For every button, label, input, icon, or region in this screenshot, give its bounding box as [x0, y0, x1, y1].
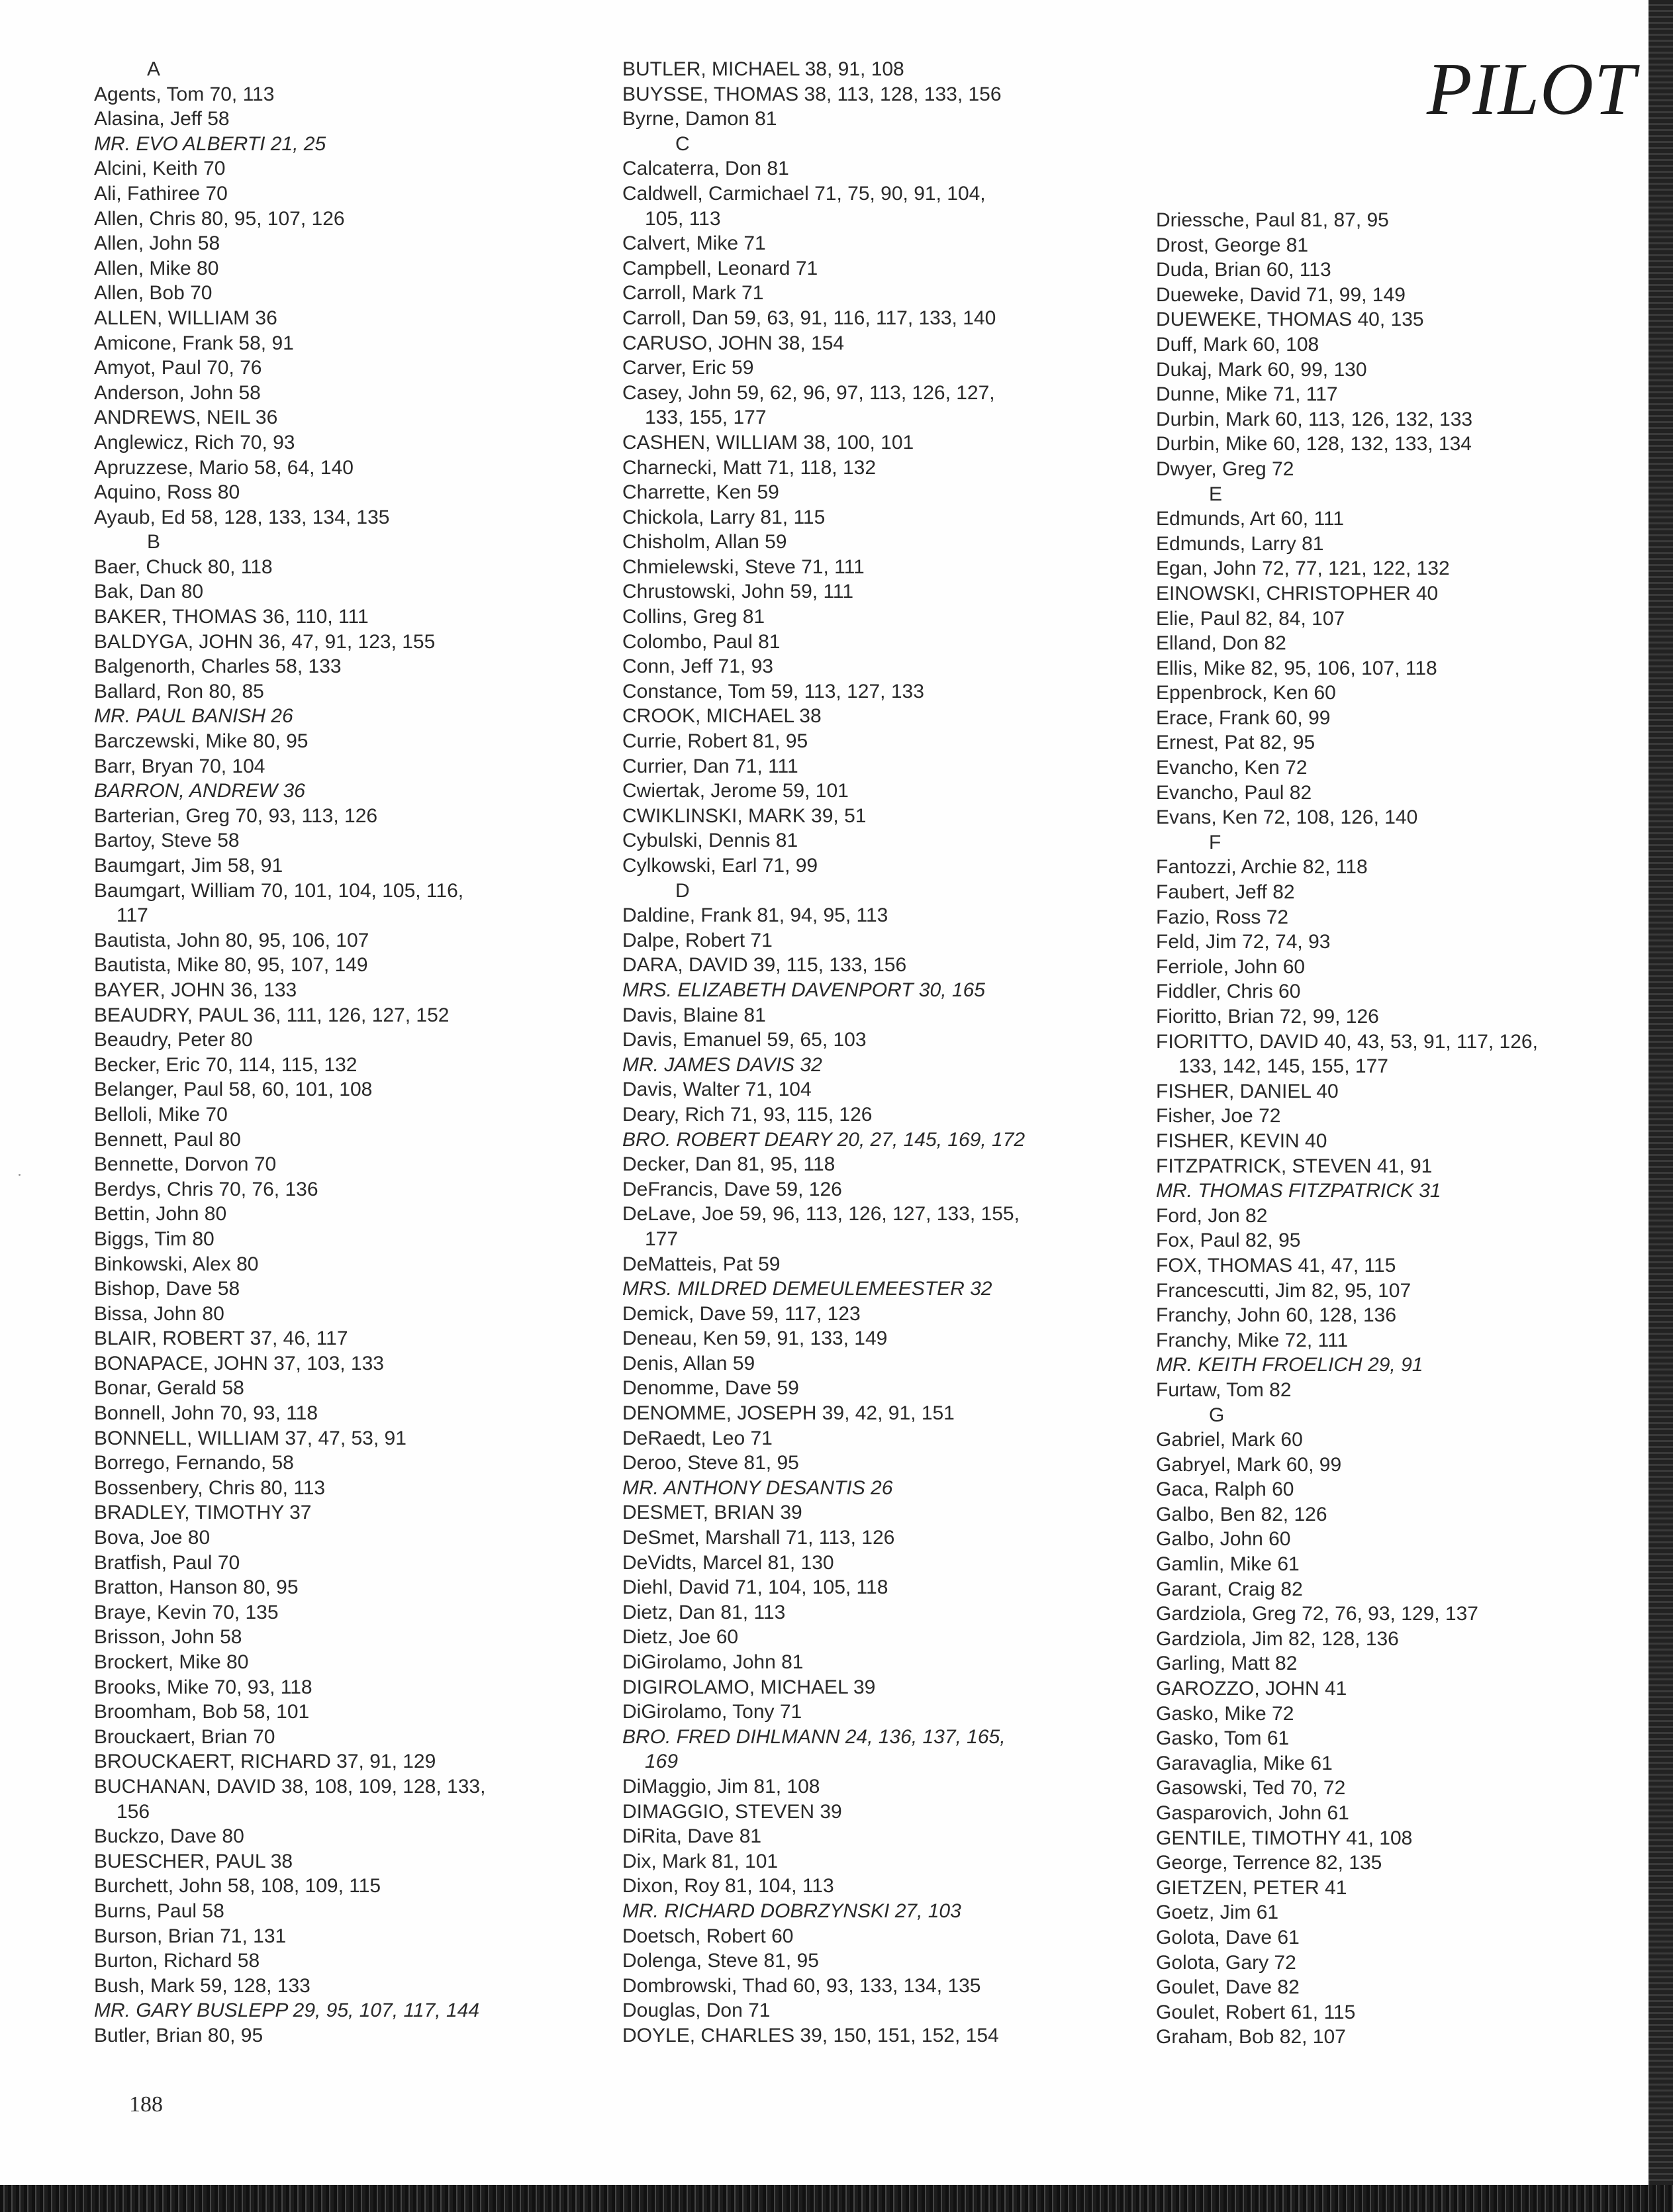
- index-entry: Dwyer, Greg 72: [1156, 457, 1294, 480]
- index-entry: DeFrancis, Dave 59, 126: [622, 1178, 842, 1200]
- index-entry: FISHER, KEVIN 40: [1156, 1130, 1327, 1152]
- index-letter-header: B: [147, 531, 161, 553]
- index-entry: DeSmet, Marshall 71, 113, 126: [622, 1527, 895, 1549]
- index-entry: Bishop, Dave 58: [94, 1278, 240, 1300]
- index-entry: BEAUDRY, PAUL 36, 111, 126, 127, 152: [94, 1004, 450, 1026]
- index-entry: Dukaj, Mark 60, 99, 130: [1156, 358, 1367, 381]
- index-entry: George, Terrence 82, 135: [1156, 1852, 1382, 1874]
- index-entry: Diehl, David 71, 104, 105, 118: [622, 1576, 888, 1599]
- index-entry: GAROZZO, JOHN 41: [1156, 1678, 1347, 1700]
- index-entry: Fox, Paul 82, 95: [1156, 1229, 1301, 1252]
- index-entry: 117: [117, 904, 148, 927]
- index-entry: Dalpe, Robert 71: [622, 929, 773, 951]
- index-entry: BRO. ROBERT DEARY 20, 27, 145, 169, 172: [622, 1128, 1026, 1151]
- index-entry: Garant, Craig 82: [1156, 1578, 1303, 1600]
- index-entry: DiMaggio, Jim 81, 108: [622, 1775, 820, 1798]
- index-entry: Allen, John 58: [94, 232, 220, 255]
- index-letter-header: F: [1209, 831, 1221, 853]
- index-entry: FISHER, DANIEL 40: [1156, 1080, 1339, 1102]
- index-entry: Allen, Chris 80, 95, 107, 126: [94, 207, 345, 230]
- index-entry: 177: [645, 1227, 679, 1250]
- index-entry: Gasko, Tom 61: [1156, 1727, 1290, 1750]
- index-entry: Anderson, John 58: [94, 381, 261, 404]
- index-entry: Chrustowski, John 59, 111: [622, 581, 854, 603]
- index-column-1: [94, 57, 485, 2048]
- index-entry: Ali, Fathiree 70: [94, 182, 228, 205]
- index-entry: Carroll, Mark 71: [622, 282, 764, 305]
- index-entry: Burson, Brian 71, 131: [94, 1925, 287, 1947]
- index-entry: Durbin, Mike 60, 128, 132, 133, 134: [1156, 433, 1472, 456]
- index-entry: Binkowski, Alex 80: [94, 1253, 259, 1275]
- index-column-3: [1156, 208, 1538, 2050]
- index-entry: Garavaglia, Mike 61: [1156, 1752, 1333, 1774]
- index-entry: MR. JAMES DAVIS 32: [622, 1053, 822, 1076]
- index-letter-header: D: [675, 879, 690, 902]
- index-entry: Davis, Emanuel 59, 65, 103: [622, 1029, 867, 1051]
- index-entry: DeLave, Joe 59, 96, 113, 126, 127, 133, 155,: [622, 1203, 1020, 1226]
- index-entry: Bratfish, Paul 70: [94, 1551, 240, 1574]
- index-entry: Baumgart, William 70, 101, 104, 105, 116,: [94, 879, 464, 902]
- index-entry: Conn, Jeff 71, 93: [622, 655, 773, 678]
- index-entry: BAYER, JOHN 36, 133: [94, 979, 297, 1001]
- index-entry: Bautista, Mike 80, 95, 107, 149: [94, 954, 368, 977]
- index-entry: CARUSO, JOHN 38, 154: [622, 332, 845, 354]
- index-entry: Garling, Matt 82: [1156, 1653, 1298, 1675]
- index-entry: Ferriole, John 60: [1156, 955, 1306, 978]
- index-entry: Gaca, Ralph 60: [1156, 1478, 1294, 1501]
- index-entry: DeVidts, Marcel 81, 130: [622, 1551, 834, 1574]
- index-entry: DeMatteis, Pat 59: [622, 1253, 781, 1275]
- index-entry: MR. RICHARD DOBRZYNSKI 27, 103: [622, 1899, 961, 1922]
- index-letter-header: A: [147, 58, 161, 80]
- index-entry: ALLEN, WILLIAM 36: [94, 307, 277, 329]
- index-entry: FIORITTO, DAVID 40, 43, 53, 91, 117, 126,: [1156, 1030, 1538, 1053]
- index-entry: Bonar, Gerald 58: [94, 1377, 244, 1400]
- index-entry: CROOK, MICHAEL 38: [622, 705, 822, 728]
- index-entry: Braye, Kevin 70, 135: [94, 1601, 279, 1623]
- index-entry: BUTLER, MICHAEL 38, 91, 108: [622, 58, 904, 80]
- index-entry: Galbo, Ben 82, 126: [1156, 1503, 1327, 1525]
- index-entry: Duff, Mark 60, 108: [1156, 333, 1319, 356]
- index-entry: Edmunds, Art 60, 111: [1156, 508, 1345, 530]
- index-entry: Apruzzese, Mario 58, 64, 140: [94, 456, 354, 479]
- index-column-2: [622, 57, 1025, 2048]
- index-entry: BALDYGA, JOHN 36, 47, 91, 123, 155: [94, 630, 436, 653]
- index-entry: Charrette, Ken 59: [622, 481, 779, 504]
- index-entry: Denomme, Dave 59: [622, 1377, 799, 1400]
- index-entry: Bush, Mark 59, 128, 133: [94, 1974, 311, 1997]
- index-entry: ANDREWS, NEIL 36: [94, 407, 278, 429]
- index-entry: Evancho, Ken 72: [1156, 757, 1308, 779]
- index-entry: Belloli, Mike 70: [94, 1103, 228, 1126]
- index-entry: GIETZEN, PETER 41: [1156, 1876, 1347, 1899]
- index-entry: Dombrowski, Thad 60, 93, 133, 134, 135: [622, 1974, 981, 1997]
- index-entry: BROUCKAERT, RICHARD 37, 91, 129: [94, 1751, 436, 1773]
- index-entry: Collins, Greg 81: [622, 606, 765, 628]
- index-entry: Brooks, Mike 70, 93, 118: [94, 1676, 312, 1698]
- index-entry: Amicone, Frank 58, 91: [94, 332, 294, 354]
- index-entry: 133, 142, 145, 155, 177: [1178, 1055, 1388, 1078]
- index-entry: DiRita, Dave 81: [622, 1825, 762, 1848]
- index-entry: DiGirolamo, Tony 71: [622, 1701, 802, 1723]
- index-entry: Cwiertak, Jerome 59, 101: [622, 780, 849, 802]
- index-entry: Deary, Rich 71, 93, 115, 126: [622, 1103, 873, 1126]
- index-entry: BUCHANAN, DAVID 38, 108, 109, 128, 133,: [94, 1775, 486, 1798]
- index-entry: Faubert, Jeff 82: [1156, 881, 1295, 904]
- index-entry: Feld, Jim 72, 74, 93: [1156, 931, 1331, 953]
- index-entry: Decker, Dan 81, 95, 118: [622, 1153, 836, 1176]
- index-entry: Gamlin, Mike 61: [1156, 1553, 1300, 1576]
- index-entry: BUESCHER, PAUL 38: [94, 1850, 293, 1872]
- index-entry: Brouckaert, Brian 70: [94, 1725, 275, 1748]
- index-entry: Chmielewski, Steve 71, 111: [622, 555, 865, 578]
- index-entry: Alcini, Keith 70: [94, 158, 226, 180]
- index-entry: DARA, DAVID 39, 115, 133, 156: [622, 954, 907, 977]
- index-entry: 133, 155, 177: [645, 407, 767, 429]
- index-entry: Daldine, Frank 81, 94, 95, 113: [622, 904, 888, 927]
- index-entry: Eppenbrock, Ken 60: [1156, 682, 1336, 704]
- index-entry: MR. KEITH FROELICH 29, 91: [1156, 1354, 1423, 1376]
- index-entry: Dunne, Mike 71, 117: [1156, 383, 1338, 406]
- index-entry: Golota, Gary 72: [1156, 1951, 1296, 1974]
- index-entry: Douglas, Don 71: [622, 1999, 771, 2022]
- index-entry: Currie, Robert 81, 95: [622, 730, 808, 753]
- index-entry: Cylkowski, Earl 71, 99: [622, 855, 818, 877]
- index-entry: Fantozzi, Archie 82, 118: [1156, 856, 1368, 879]
- index-entry: Francescutti, Jim 82, 95, 107: [1156, 1279, 1411, 1302]
- index-entry: FOX, THOMAS 41, 47, 115: [1156, 1254, 1396, 1276]
- index-entry: Agents, Tom 70, 113: [94, 83, 275, 105]
- index-entry: Calcaterra, Don 81: [622, 158, 789, 180]
- index-entry: Galbo, John 60: [1156, 1528, 1291, 1551]
- index-entry: DUEWEKE, THOMAS 40, 135: [1156, 309, 1424, 331]
- index-entry: Buckzo, Dave 80: [94, 1825, 244, 1848]
- index-entry: DIMAGGIO, STEVEN 39: [622, 1800, 842, 1823]
- index-letter-header: E: [1209, 483, 1223, 505]
- index-entry: Durbin, Mark 60, 113, 126, 132, 133: [1156, 408, 1473, 430]
- index-entry: Dietz, Dan 81, 113: [622, 1601, 786, 1623]
- index-entry: Aquino, Ross 80: [94, 481, 240, 504]
- index-entry: Berdys, Chris 70, 76, 136: [94, 1178, 318, 1200]
- index-entry: Baer, Chuck 80, 118: [94, 555, 273, 578]
- index-entry: DESMET, BRIAN 39: [622, 1502, 802, 1524]
- index-entry: Bautista, John 80, 95, 106, 107: [94, 929, 369, 951]
- index-entry: CWIKLINSKI, MARK 39, 51: [622, 804, 867, 827]
- index-entry: Goetz, Jim 61: [1156, 1901, 1279, 1924]
- index-entry: Amyot, Paul 70, 76: [94, 357, 262, 379]
- index-entry: Allen, Mike 80: [94, 257, 219, 279]
- index-entry: Broomham, Bob 58, 101: [94, 1701, 310, 1723]
- index-entry: Elland, Don 82: [1156, 632, 1286, 655]
- index-entry: Balgenorth, Charles 58, 133: [94, 655, 342, 678]
- index-entry: Chisholm, Allan 59: [622, 531, 787, 553]
- index-entry: Franchy, John 60, 128, 136: [1156, 1304, 1397, 1327]
- index-entry: Carver, Eric 59: [622, 357, 754, 379]
- index-entry: Bennett, Paul 80: [94, 1128, 241, 1151]
- index-entry: Doetsch, Robert 60: [622, 1925, 794, 1947]
- index-entry: FITZPATRICK, STEVEN 41, 91: [1156, 1155, 1433, 1177]
- index-entry: CASHEN, WILLIAM 38, 100, 101: [622, 431, 914, 454]
- index-entry: Calvert, Mike 71: [622, 232, 766, 255]
- index-entry: Gasparovich, John 61: [1156, 1802, 1349, 1824]
- running-title: PILOT: [1427, 48, 1637, 130]
- index-entry: Evancho, Paul 82: [1156, 781, 1312, 804]
- index-entry: Gabriel, Mark 60: [1156, 1429, 1303, 1451]
- index-entry: Ellis, Mike 82, 95, 106, 107, 118: [1156, 657, 1437, 679]
- index-entry: Burchett, John 58, 108, 109, 115: [94, 1875, 381, 1898]
- index-entry: MR. THOMAS FITZPATRICK 31: [1156, 1180, 1441, 1202]
- index-entry: Dixon, Roy 81, 104, 113: [622, 1875, 834, 1898]
- index-entry: Drost, George 81: [1156, 234, 1309, 256]
- index-entry: Ford, Jon 82: [1156, 1204, 1268, 1227]
- index-entry: Gasowski, Ted 70, 72: [1156, 1777, 1346, 1800]
- index-entry: Gasko, Mike 72: [1156, 1702, 1294, 1725]
- index-entry: DIGIROLAMO, MICHAEL 39: [622, 1676, 876, 1698]
- index-entry: Goulet, Robert 61, 115: [1156, 2001, 1356, 2023]
- index-entry: BAKER, THOMAS 36, 110, 111: [94, 606, 369, 628]
- index-entry: BONNELL, WILLIAM 37, 47, 53, 91: [94, 1427, 406, 1449]
- index-entry: Golota, Dave 61: [1156, 1926, 1300, 1948]
- index-entry: Bova, Joe 80: [94, 1527, 211, 1549]
- index-entry: Gardziola, Jim 82, 128, 136: [1156, 1627, 1399, 1650]
- index-entry: Bennette, Dorvon 70: [94, 1153, 277, 1176]
- index-entry: Denis, Allan 59: [622, 1352, 755, 1374]
- index-entry: Ballard, Ron 80, 85: [94, 680, 264, 702]
- index-entry: EINOWSKI, CHRISTOPHER 40: [1156, 582, 1439, 604]
- index-entry: Becker, Eric 70, 114, 115, 132: [94, 1053, 358, 1076]
- index-entry: DENOMME, JOSEPH 39, 42, 91, 151: [622, 1402, 955, 1425]
- index-entry: BONAPACE, JOHN 37, 103, 133: [94, 1352, 384, 1374]
- index-entry: Goulet, Dave 82: [1156, 1976, 1300, 1999]
- index-entry: Bonnell, John 70, 93, 118: [94, 1402, 318, 1425]
- index-entry: MR. EVO ALBERTI 21, 25: [94, 132, 326, 155]
- index-entry: Currier, Dan 71, 111: [622, 755, 798, 777]
- index-entry: BLAIR, ROBERT 37, 46, 117: [94, 1327, 348, 1350]
- index-entry: DeRaedt, Leo 71: [622, 1427, 773, 1449]
- index-entry: Gabryel, Mark 60, 99: [1156, 1453, 1342, 1476]
- index-entry: Edmunds, Larry 81: [1156, 532, 1324, 555]
- index-entry: Carroll, Dan 59, 63, 91, 116, 117, 133, 140: [622, 307, 996, 329]
- index-entry: Caldwell, Carmichael 71, 75, 90, 91, 104,: [622, 182, 986, 205]
- index-entry: DOYLE, CHARLES 39, 150, 151, 152, 154: [622, 2024, 999, 2046]
- index-entry: Constance, Tom 59, 113, 127, 133: [622, 680, 924, 702]
- index-entry: Brockert, Mike 80: [94, 1651, 249, 1673]
- index-entry: Elie, Paul 82, 84, 107: [1156, 607, 1345, 630]
- index-entry: MRS. MILDRED DEMEULEMEESTER 32: [622, 1278, 992, 1300]
- index-entry: 156: [117, 1800, 150, 1823]
- index-entry: GENTILE, TIMOTHY 41, 108: [1156, 1827, 1413, 1849]
- scan-speck: [19, 1174, 21, 1176]
- index-entry: Baumgart, Jim 58, 91: [94, 855, 283, 877]
- index-entry: Bettin, John 80: [94, 1203, 227, 1226]
- index-entry: Biggs, Tim 80: [94, 1227, 215, 1250]
- index-entry: Fiddler, Chris 60: [1156, 981, 1301, 1003]
- scan-edge-bottom: [0, 2185, 1673, 2212]
- index-entry: MR. ANTHONY DESANTIS 26: [622, 1476, 893, 1499]
- index-entry: Beaudry, Peter 80: [94, 1029, 253, 1051]
- index-entry: BUYSSE, THOMAS 38, 113, 128, 133, 156: [622, 83, 1002, 105]
- index-entry: Alasina, Jeff 58: [94, 108, 230, 130]
- index-entry: Dueweke, David 71, 99, 149: [1156, 283, 1406, 306]
- index-entry: Bak, Dan 80: [94, 581, 204, 603]
- index-entry: Barr, Bryan 70, 104: [94, 755, 265, 777]
- index-entry: Barterian, Greg 70, 93, 113, 126: [94, 804, 378, 827]
- index-entry: Dietz, Joe 60: [622, 1626, 739, 1649]
- page-number: 188: [129, 2092, 163, 2117]
- index-entry: Demick, Dave 59, 117, 123: [622, 1302, 861, 1325]
- index-entry: Fazio, Ross 72: [1156, 906, 1289, 928]
- index-entry: 105, 113: [645, 207, 721, 230]
- index-letter-header: G: [1209, 1404, 1225, 1426]
- index-entry: BRO. FRED DIHLMANN 24, 136, 137, 165,: [622, 1725, 1006, 1748]
- index-entry: Bartoy, Steve 58: [94, 830, 240, 852]
- index-entry: Bossenbery, Chris 80, 113: [94, 1476, 326, 1499]
- index-entry: MR. GARY BUSLEPP 29, 95, 107, 117, 144: [94, 1999, 479, 2022]
- index-entry: Dolenga, Steve 81, 95: [622, 1950, 819, 1972]
- index-entry: Driessche, Paul 81, 87, 95: [1156, 209, 1389, 231]
- index-entry: Erace, Frank 60, 99: [1156, 706, 1331, 729]
- index-entry: Bratton, Hanson 80, 95: [94, 1576, 299, 1599]
- index-entry: Burns, Paul 58: [94, 1899, 224, 1922]
- index-entry: Campbell, Leonard 71: [622, 257, 818, 279]
- index-entry: Ayaub, Ed 58, 128, 133, 134, 135: [94, 506, 390, 528]
- index-entry: Colombo, Paul 81: [622, 630, 781, 653]
- index-entry: Butler, Brian 80, 95: [94, 2024, 263, 2046]
- index-entry: Davis, Blaine 81: [622, 1004, 766, 1026]
- index-entry: BRADLEY, TIMOTHY 37: [94, 1502, 312, 1524]
- index-entry: MR. PAUL BANISH 26: [94, 705, 293, 728]
- index-entry: Burton, Richard 58: [94, 1950, 260, 1972]
- index-letter-header: C: [675, 132, 690, 155]
- index-entry: Belanger, Paul 58, 60, 101, 108: [94, 1079, 373, 1101]
- index-entry: Furtaw, Tom 82: [1156, 1378, 1292, 1401]
- index-entry: Fioritto, Brian 72, 99, 126: [1156, 1006, 1379, 1028]
- index-entry: Evans, Ken 72, 108, 126, 140: [1156, 806, 1418, 829]
- index-entry: Casey, John 59, 62, 96, 97, 113, 126, 127,: [622, 381, 995, 404]
- scan-edge-right: [1649, 0, 1673, 2212]
- index-entry: Duda, Brian 60, 113: [1156, 259, 1331, 281]
- index-entry: Fisher, Joe 72: [1156, 1105, 1281, 1128]
- index-entry: Gardziola, Greg 72, 76, 93, 129, 137: [1156, 1603, 1478, 1625]
- index-entry: DiGirolamo, John 81: [622, 1651, 804, 1673]
- index-entry: Egan, John 72, 77, 121, 122, 132: [1156, 557, 1450, 580]
- index-entry: Cybulski, Dennis 81: [622, 830, 798, 852]
- index-entry: Barczewski, Mike 80, 95: [94, 730, 309, 753]
- index-entry: Chickola, Larry 81, 115: [622, 506, 826, 528]
- index-entry: Deroo, Steve 81, 95: [622, 1452, 799, 1474]
- index-entry: Deneau, Ken 59, 91, 133, 149: [622, 1327, 888, 1350]
- index-entry: BARRON, ANDREW 36: [94, 780, 305, 802]
- index-entry: Ernest, Pat 82, 95: [1156, 732, 1315, 754]
- index-entry: Byrne, Damon 81: [622, 108, 777, 130]
- index-entry: Graham, Bob 82, 107: [1156, 2026, 1346, 2048]
- index-entry: Borrego, Fernando, 58: [94, 1452, 294, 1474]
- index-entry: MRS. ELIZABETH DAVENPORT 30, 165: [622, 979, 985, 1001]
- index-entry: Dix, Mark 81, 101: [622, 1850, 779, 1872]
- index-entry: Bissa, John 80: [94, 1302, 224, 1325]
- index-entry: Allen, Bob 70: [94, 282, 213, 305]
- index-entry: Anglewicz, Rich 70, 93: [94, 431, 295, 454]
- index-entry: Franchy, Mike 72, 111: [1156, 1329, 1349, 1351]
- index-entry: Davis, Walter 71, 104: [622, 1079, 812, 1101]
- index-entry: 169: [645, 1751, 679, 1773]
- index-entry: Charnecki, Matt 71, 118, 132: [622, 456, 876, 479]
- index-entry: Brisson, John 58: [94, 1626, 242, 1649]
